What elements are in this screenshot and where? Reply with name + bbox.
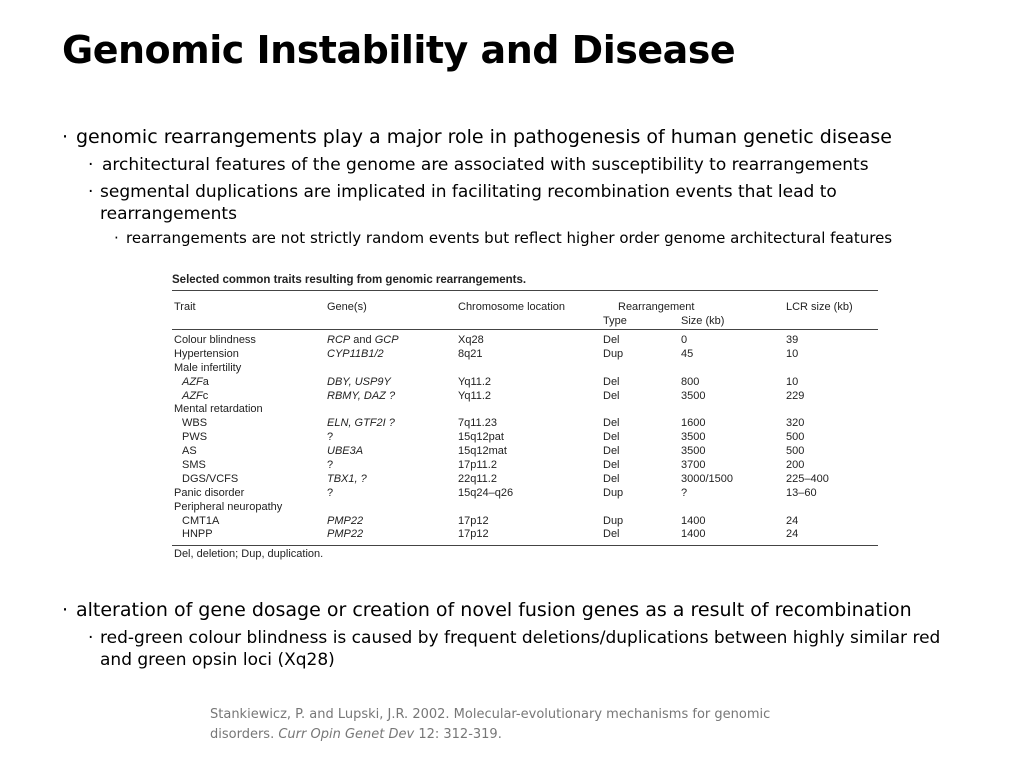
cell-trait: AS bbox=[182, 445, 197, 458]
bullet-level2-architectural bbox=[88, 155, 869, 175]
cell-type: Dup bbox=[603, 347, 624, 360]
cell-lcr: 39 bbox=[786, 334, 799, 346]
bullet-text: segmental duplications are implicated in facilitating recombination events that lead to rearrangements bbox=[100, 182, 837, 224]
bullet-text: alteration of gene dosage or creation of novel fusion genes as a result of recombination bbox=[76, 599, 912, 621]
bullet-text: rearrangements are not strictly random events but reflect higher order genome architectural features bbox=[126, 229, 893, 247]
cell-lcr: 10 bbox=[786, 375, 799, 388]
header-chromosome: Chromosome location bbox=[458, 301, 565, 313]
table-row bbox=[172, 473, 878, 487]
cell-trait: Panic disorder bbox=[174, 486, 245, 499]
cell-type: Dup bbox=[603, 514, 624, 527]
cell-genes: ELN, GTF2I ? bbox=[327, 417, 395, 430]
cell-lcr: 13–60 bbox=[786, 486, 817, 499]
table-footnote: Del, deletion; Dup, duplication. bbox=[174, 548, 324, 561]
cell-size: ? bbox=[681, 486, 688, 499]
gene-rcp: RCP bbox=[327, 334, 351, 346]
table-row bbox=[172, 431, 878, 445]
cell-chromosome: 17p12 bbox=[458, 528, 489, 541]
cell-genes: RBMY, DAZ ? bbox=[327, 389, 396, 402]
table-row bbox=[172, 390, 878, 404]
cell-lcr: 320 bbox=[786, 417, 805, 430]
cell-size: 3500 bbox=[681, 431, 706, 444]
table-row bbox=[172, 376, 878, 390]
cell-chromosome: 8q21 bbox=[458, 347, 483, 360]
cell-size: 800 bbox=[681, 375, 700, 388]
cell-genes: RCP and GCP bbox=[327, 334, 399, 346]
bullet-dot-icon: · bbox=[88, 182, 94, 202]
cell-chromosome: Xq28 bbox=[458, 334, 484, 346]
cell-lcr: 500 bbox=[786, 445, 805, 458]
cell-genes: ? bbox=[327, 459, 334, 472]
cell-size: 0 bbox=[681, 334, 688, 346]
cell-lcr: 10 bbox=[786, 347, 799, 360]
bullet-dot-icon: · bbox=[88, 628, 94, 648]
bullet-text: red-green colour blindness is caused by frequent deletions/duplications between highly similar red and green opsin loci (Xq28) bbox=[100, 628, 941, 670]
cell-chromosome: Yq11.2 bbox=[458, 389, 492, 402]
cell-trait: Peripheral neuropathy bbox=[174, 500, 283, 513]
cell-type: Del bbox=[603, 472, 620, 485]
table-row bbox=[172, 487, 878, 501]
cell-size: 1600 bbox=[681, 417, 706, 430]
cell-trait: Mental retardation bbox=[174, 403, 263, 416]
table-row bbox=[172, 501, 878, 515]
cell-trait: SMS bbox=[182, 459, 206, 472]
cell-trait: Hypertension bbox=[174, 347, 239, 360]
cell-lcr: 500 bbox=[786, 431, 805, 444]
slide-title: Genomic Instability and Disease bbox=[62, 28, 736, 72]
table-row bbox=[172, 445, 878, 459]
cell-type: Dup bbox=[603, 486, 624, 499]
bullet-level2-colour-blindness bbox=[88, 627, 968, 671]
cell-chromosome: 7q11.23 bbox=[458, 417, 497, 430]
cell-trait: DGS/VCFS bbox=[182, 472, 239, 485]
cell-genes: TBX1, ? bbox=[327, 472, 367, 485]
cell-lcr: 24 bbox=[786, 514, 799, 527]
header-trait: Trait bbox=[174, 301, 196, 313]
cell-size: 1400 bbox=[681, 528, 706, 541]
cell-genes: ? bbox=[327, 486, 334, 499]
citation-text: Stankiewicz, P. and Lupski, J.R. 2002. Molecular-evolutionary mechanisms for genomic disorders. bbox=[210, 707, 771, 742]
header-size: Size (kb) bbox=[681, 315, 725, 327]
table-row bbox=[172, 528, 878, 542]
cell-lcr: 225–400 bbox=[786, 472, 829, 485]
cell-type: Del bbox=[603, 528, 620, 541]
cell-genes: PMP22 bbox=[327, 528, 364, 541]
cell-trait: WBS bbox=[182, 417, 208, 430]
cell-type: Del bbox=[603, 445, 620, 458]
citation-journal: Curr Opin Genet Dev bbox=[278, 727, 415, 742]
cell-type: Del bbox=[603, 459, 620, 472]
table-row bbox=[172, 362, 878, 376]
cell-type: Del bbox=[603, 334, 620, 346]
citation-volume: 12: 312-319. bbox=[414, 727, 502, 742]
bullet-level2-segmental bbox=[88, 181, 908, 225]
cell-genes: ? bbox=[327, 431, 334, 444]
cell-size: 45 bbox=[681, 347, 694, 360]
cell-chromosome: Yq11.2 bbox=[458, 375, 492, 388]
table-row bbox=[172, 403, 878, 417]
bullet-dot-icon: · bbox=[88, 155, 94, 175]
cell-trait: Male infertility bbox=[174, 361, 242, 374]
table-header-rule bbox=[172, 329, 878, 330]
citation bbox=[210, 705, 810, 745]
gene-gcp: GCP bbox=[374, 334, 399, 346]
header-type: Type bbox=[603, 315, 627, 327]
cell-chromosome: 17p12 bbox=[458, 514, 489, 527]
cell-chromosome: 22q11.2 bbox=[458, 472, 497, 485]
table-row bbox=[172, 515, 878, 529]
cell-size: 3500 bbox=[681, 389, 706, 402]
cell-trait: Colour blindness bbox=[174, 334, 256, 346]
cell-lcr: 200 bbox=[786, 459, 805, 472]
cell-trait: AZFc bbox=[182, 389, 209, 402]
table-row bbox=[172, 334, 878, 348]
cell-type: Del bbox=[603, 417, 620, 430]
table-row bbox=[172, 417, 878, 431]
cell-size: 3700 bbox=[681, 459, 706, 472]
header-rearrangement: Rearrangement bbox=[618, 301, 695, 313]
trait-azf: AZF bbox=[182, 389, 203, 402]
bullet-level1-pathogenesis bbox=[62, 126, 892, 148]
cell-chromosome: 15q12pat bbox=[458, 431, 504, 444]
bullet-level3-random bbox=[114, 229, 892, 247]
cell-genes: DBY, USP9Y bbox=[327, 375, 391, 388]
cell-chromosome: 15q12mat bbox=[458, 445, 507, 458]
trait-azf: AZF bbox=[182, 375, 203, 388]
cell-genes: PMP22 bbox=[327, 514, 364, 527]
bullet-dot-icon: · bbox=[62, 599, 69, 621]
table-row bbox=[172, 459, 878, 473]
bullet-text: architectural features of the genome are associated with susceptibility to rearrangements bbox=[102, 155, 869, 175]
cell-size: 1400 bbox=[681, 514, 706, 527]
cell-type: Del bbox=[603, 375, 620, 388]
cell-trait: HNPP bbox=[182, 528, 213, 541]
table-row bbox=[172, 348, 878, 362]
cell-genes: CYP11B1/2 bbox=[327, 347, 384, 360]
cell-chromosome: 15q24–q26 bbox=[458, 486, 514, 499]
header-lcr: LCR size (kb) bbox=[786, 301, 853, 313]
cell-type: Del bbox=[603, 431, 620, 444]
header-genes: Gene(s) bbox=[327, 301, 367, 313]
table-body bbox=[172, 334, 878, 542]
bullet-dot-icon: · bbox=[114, 229, 119, 247]
cell-chromosome: 17p11.2 bbox=[458, 459, 497, 472]
cell-lcr: 229 bbox=[786, 389, 805, 402]
cell-trait: PWS bbox=[182, 431, 208, 444]
cell-trait: AZFa bbox=[182, 375, 209, 388]
cell-type: Del bbox=[603, 389, 620, 402]
table-header bbox=[172, 291, 878, 329]
bullet-text: genomic rearrangements play a major role in pathogenesis of human genetic disease bbox=[76, 126, 892, 148]
cell-trait: CMT1A bbox=[182, 514, 220, 527]
cell-genes: UBE3A bbox=[327, 445, 364, 458]
cell-lcr: 24 bbox=[786, 528, 799, 541]
bullet-dot-icon: · bbox=[62, 126, 69, 148]
table-caption: Selected common traits resulting from genomic rearrangements. bbox=[172, 274, 527, 286]
rearrangements-table bbox=[172, 274, 878, 562]
bullet-level1-gene-dosage bbox=[62, 599, 912, 621]
cell-size: 3500 bbox=[681, 445, 706, 458]
cell-size: 3000/1500 bbox=[681, 472, 733, 485]
